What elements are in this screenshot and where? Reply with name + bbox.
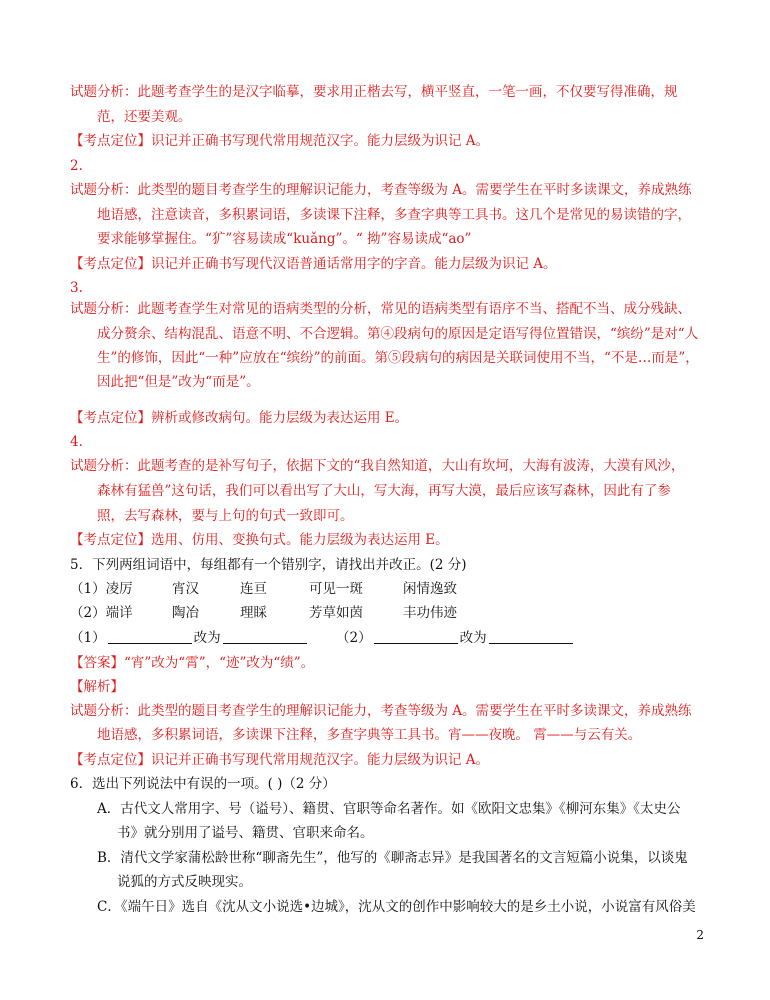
- fill-in-2-blank-a[interactable]: [374, 629, 458, 644]
- fill-in-2-label: （2）: [336, 630, 372, 646]
- analysis-4-line-1: 试题分析：此题考查的是补写句子，依据下文的“我自然知道，大山有坎坷，大海有波涛，大漠有风沙，: [70, 458, 685, 474]
- exam-point-5: 【考点定位】识记并正确书写现代常用规范汉字。能力层级为识记 A。: [70, 752, 490, 768]
- word: 可见一斑: [309, 581, 363, 597]
- analysis-4-line-3: 照，去写森林，要与上句的句式一致即可。: [97, 508, 354, 524]
- page-number: 2: [696, 928, 704, 942]
- exam-point-2: 【考点定位】识记并正确书写现代汉语普通话常用字的字音。能力层级为识记 A。: [70, 256, 557, 272]
- analysis-5-line-1: 试题分析：此类型的题目考查学生的理解识记能力，考查等级为 A。需要学生在平时多读课文，养成熟练: [70, 703, 692, 719]
- fill-in-1-blank-a[interactable]: [108, 629, 192, 644]
- option-c-line-1: C．《端午日》选自《沈从文小说选•边城》，沈从文的创作中影响较大的是乡土小说，小说富有风俗美: [97, 899, 696, 915]
- word: 宵汉: [172, 581, 199, 597]
- question-6-stem: 6．选出下列说法中有误的一项。( )（2 分）: [70, 776, 336, 792]
- option-a-line-1: A．古代文人常用字、号（谥号）、籍贯、官职等命名著作。如《欧阳文忠集》《柳河东集》《太史公: [97, 801, 681, 817]
- fill-in-2: [336, 628, 575, 648]
- fill-in-1: [70, 628, 309, 648]
- option-b-line-1: B．清代文学家蒲松龄世称“聊斋先生”，他写的《聊斋志异》是我国著名的文言短篇小说集，以谈鬼: [97, 850, 688, 866]
- answer-5: 【答案】“宵”改为“霄”，“迹”改为“绩”。: [70, 655, 315, 671]
- analysis-5-line-2: 地语感，多积累词语，多读课下注释，多查字典等工具书。宵——夜晚。 霄——与云有关。: [97, 727, 642, 743]
- question-number-2: 2.: [70, 158, 83, 174]
- word: 芳草如茵: [309, 605, 363, 621]
- analysis-1-line-2: 范，还要美观。: [97, 109, 192, 125]
- word-label: （2）端详: [70, 605, 133, 621]
- question-5-stem: 5．下列两组词语中，每组都有一个错别字，请找出并改正。(2 分): [70, 557, 467, 573]
- fill-in-2-mid: 改为: [459, 630, 487, 646]
- word: 连亘: [240, 581, 267, 597]
- analysis-3-line-4: 因此把“但是”改为“而是”。: [97, 374, 260, 390]
- word: 闲情逸致: [403, 581, 457, 597]
- exam-point-1: 【考点定位】识记并正确书写现代常用规范汉字。能力层级为识记 A。: [70, 133, 490, 149]
- analysis-3-line-1: 试题分析：此题考查学生对常见的语病类型的分析，常见的语病类型有语序不当、搭配不当、成分残缺、: [70, 301, 691, 317]
- word: 理睬: [240, 605, 267, 621]
- jiexi-5: 【解析】: [70, 679, 124, 695]
- analysis-3-line-3: 生”的修饰，因此“一种”应放在“缤纷”的前面。第⑤段病句的病因是关联词使用不当，“不是…而是”，: [97, 350, 699, 366]
- word: 丰功伟迹: [403, 605, 457, 621]
- analysis-2-line-1: 试题分析：此类型的题目考查学生的理解识记能力，考查等级为 A。需要学生在平时多读课文，养成熟练: [70, 182, 692, 198]
- word: 陶冶: [172, 605, 199, 621]
- option-b-line-2: 说狐的方式反映现实。: [117, 874, 252, 890]
- analysis-2-line-3: 要求能够掌握住。“犷”容易读成“kuǎng”。“ 拗”容易读成“ao”: [97, 231, 472, 247]
- analysis-2-line-2: 地语感，注意读音，多积累词语，多读课下注释，多查字典等工具书。这几个是常见的易读错的字，: [97, 207, 691, 223]
- analysis-1-line-1: 试题分析：此题考查学生的是汉字临摹，要求用正楷去写，横平竖直，一笔一画，不仅要写得准确，规: [70, 84, 678, 100]
- word-label: （1）凌厉: [70, 581, 133, 597]
- question-number-3: 3.: [70, 280, 83, 296]
- fill-in-1-mid: 改为: [193, 630, 221, 646]
- fill-in-1-label: （1）: [70, 630, 106, 646]
- analysis-4-line-2: 森林有猛兽”这句话，我们可以看出写了大山，写大海，再写大漠，最后应该写森林，因此有了参: [97, 483, 671, 499]
- question-number-4: 4.: [70, 434, 83, 450]
- fill-in-1-blank-b[interactable]: [223, 629, 307, 644]
- analysis-3-line-2: 成分赘余、结构混乱、语意不明、不合逻辑。第④段病句的原因是定语写得位置错误，“缤纷”是对“人: [97, 326, 699, 342]
- fill-in-2-blank-b[interactable]: [489, 629, 573, 644]
- exam-point-4: 【考点定位】选用、仿用、变换句式。能力层级为表达运用 E。: [70, 532, 449, 548]
- exam-point-3: 【考点定位】辨析或修改病句。能力层级为表达运用 E。: [70, 410, 409, 426]
- option-a-line-2: 书》就分别用了谥号、籍贯、官职来命名。: [117, 825, 374, 841]
